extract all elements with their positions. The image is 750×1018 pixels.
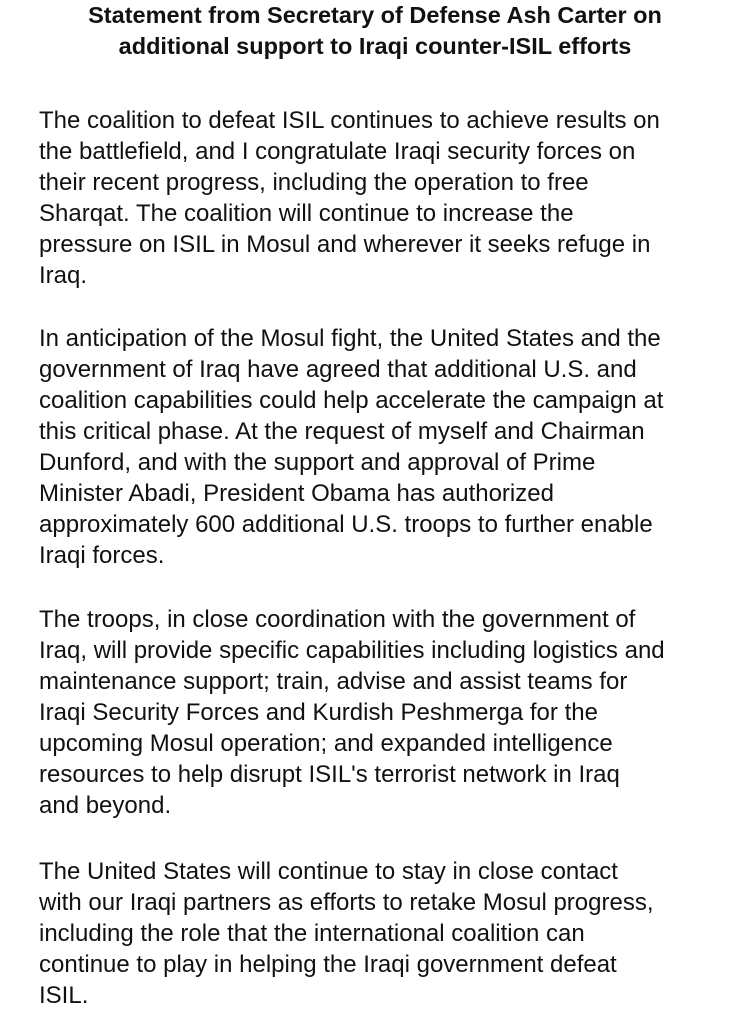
- statement-title: Statement from Secretary of Defense Ash Carter on additional support to Iraqi counter-ISIL efforts: [88, 2, 662, 59]
- paragraph-2: In anticipation of the Mosul fight, the United States and the government of Iraq have agreed that additional U.S. and coalition capabilities could help accelerate the campaign at this critical phase. At the request of myself and Chairman Dunford, and with the support and approval of Prime Minister Abadi, President Obama has authorized approximately 600 additional U.S. troops to further enable Iraqi forces.: [39, 325, 664, 569]
- paragraph-1: The coalition to defeat ISIL continues to achieve results on the battlefield, and I congratulate Iraqi security forces on their recent progress, including the operation to free Sharqat. The coalition will continue to increase the pressure on ISIL in Mosul and wherever it seeks refuge in Iraq.: [39, 107, 660, 289]
- paragraph-3: The troops, in close coordination with the government of Iraq, will provide specific capabilities including logistics and maintenance support; train, advise and assist teams for Iraqi Security Forces and Kurdish Peshmerga for the upcoming Mosul operation; and expanded intelligence resources to help disrupt ISIL's terrorist network in Iraq and beyond.: [39, 606, 665, 819]
- paragraph-4: The United States will continue to stay in close contact with our Iraqi partners as efforts to retake Mosul progress, including the role that the international coalition can continue to play in helping the Iraqi government defeat ISIL.: [39, 858, 654, 1009]
